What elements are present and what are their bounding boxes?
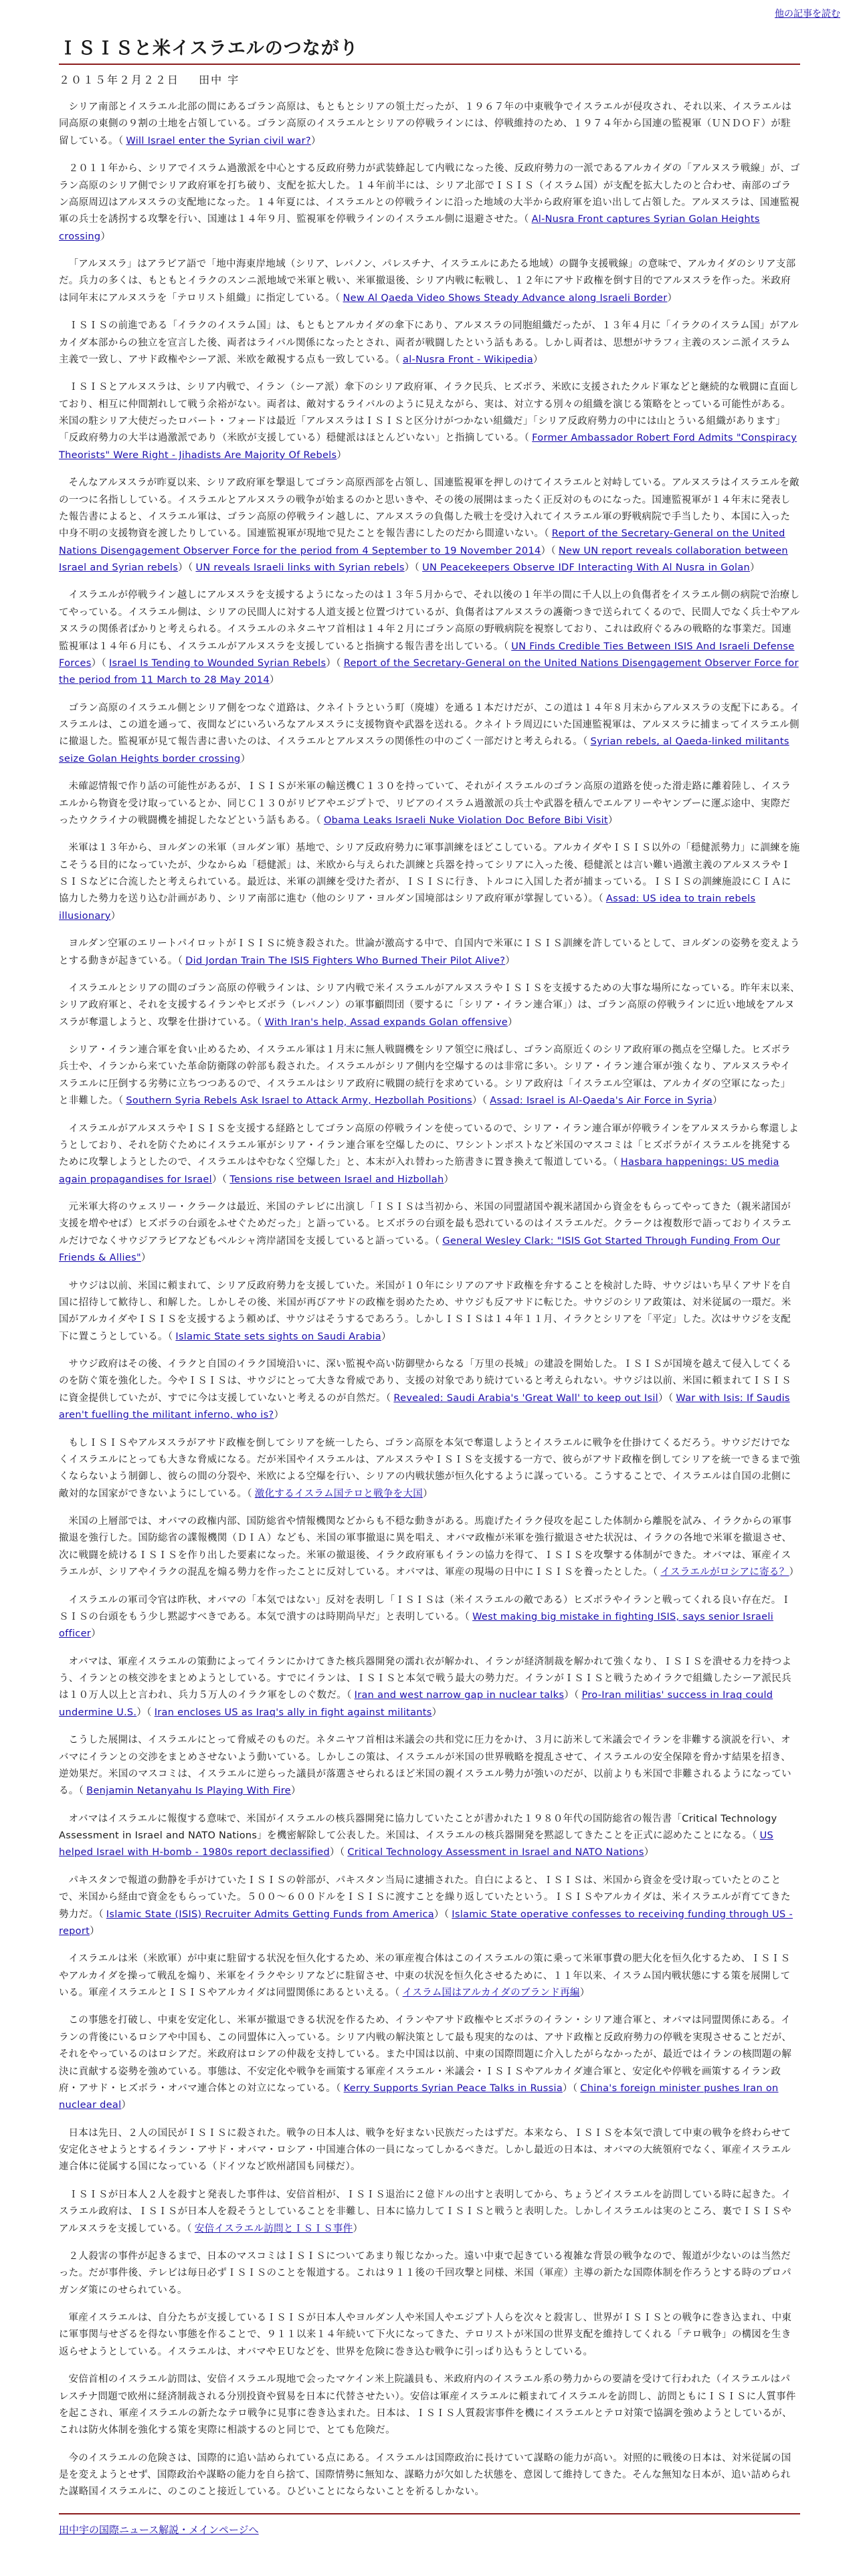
paragraph-text: 今のイスラエルの危険さは、国際的に追い詰められている点にある。イスラエルは国際政治に長けていて謀略の能力が高い。対照的に戦後の日本は、対米従属の国是を変えようとせず、国際政治や謀略の能力を自ら捨て、国際情勢に無知な、謀略力が欠如した状態を、意図して維持してきた。そんな無知な日本が、追い詰められた謀略国イスラエルに、のこのこと接近している。ひどいことにならないことを祈るしかない。	[59, 2452, 791, 2498]
paragraph-text: 「アルヌスラ」はアラビア語で「地中海東岸地域（シリア、レバノン、パレスチナ、イスラエルにあたる地域）の闘争支援戦線」の意味で、アルカイダのシリア支部だ。兵力の多くは、もともとイラクのスンニ派地域で米軍と戦い、米軍撤退後、シリア内戦に転戦し、１２年にアサド政権を倒す目的でアルヌスラを作った。米政府は同年末にアルヌスラを「テロリスト組織」に指定している。	[59, 259, 796, 304]
reference-link[interactable]: Al-Nusra Front captures Syrian Golan Heights crossing	[59, 214, 760, 242]
article-paragraph: ２０１１年から、シリアでイスラム過激派を中心とする反政府勢力が武装蜂起して内戦になった後、反政府勢力の一派であるアルカイダの「アルヌスラ戦線」が、ゴラン高原のシリア側でシリア政府軍を打ち破り、支配を拡大した。１４年前半には、シリア北部でＩＳＩＳ（イスラム国）が支配を拡大したのと合わせ、南部のゴラン高原周辺はアルヌスラの支配地になった。１４年夏には、イスラエルとの停戦ラインに沿った地域の大半から政府軍を追い出して占領した。アルヌスラは、国連監視軍の兵士を誘拐する攻撃を行い、国連は１４年９月、監視軍を停戦ラインのイスラエル側に退避させた。（ Al-Nusra Front captures Syrian Golan Heights crossing）	[59, 163, 800, 242]
reference-link[interactable]: UN Peacekeepers Observe IDF Interacting With Al Nusra in Golan	[422, 562, 751, 573]
paragraph-text: イスラエルは米（米欧軍）が中東に駐留する状況を恒久化するため、米の軍産複合体はこのイスラエルの策に乗って米軍事費の肥大化を恒久化するため、ＩＳＩＳやアルカイダを操って戦乱を煽り、米軍をイラクやシリアなどに駐留させ、中東の状況を恒久化させるために、１１年以来、イスラム国内戦状態にする策を展開している。軍産イスラエルとＩＳＩＳやアルカイダは同盟関係にあるといえる。	[59, 1953, 791, 1998]
paragraph-text: そんなアルヌスラが昨夏以来、シリア政府軍を撃退してゴラン高原西部を占領し、国連監視軍を押しのけてイスラエルと対峙している。アルヌスラはイスラエルを敵の一つに名指ししている。イスラエルとアルヌスラの戦争が始まるのかと思いきや、その後の展開はまったく正反対のものになった。国連監視軍が１４年末に発表した報告書によると、イスラエル軍は、ゴラン高原の停戦ライン越しに、アルヌスラの負傷した戦士を受け入れてイスラエル軍の野戦病院で手当したり、本国に入った中身不明の支援物資を渡したりしている。国連監視軍が現地で見たことを報告書にしたのだから間違いない。	[59, 477, 800, 540]
paragraph-text: 元米軍大将のウェスリー・クラークは最近、米国のテレビに出演し「ＩＳＩＳは当初から、米国の同盟諸国や親米諸国から資金をもらってやってきた（親米諸国が支援を増やせば）ヒズボラの台頭をふせぐためだった」と語っている。ヒズボラの台頭を最も恐れているのはイスラエルだ。クラークは複数形で語っておりイスラエルだけでなくサウジアラビアなどもペルシャ湾岸諸国を支援していると語っている。	[59, 1202, 791, 1247]
reference-link[interactable]: UN reveals Israeli links with Syrian rebels	[195, 562, 405, 573]
article-paragraph	[59, 2248, 800, 2299]
reference-link[interactable]: China's foreign minister pushes Iran on nuclear deal	[59, 2082, 779, 2111]
article-paragraph: オバマはイスラエルに報復する意味で、米国がイスラエルの核兵器開発に協力していたことが書かれた１９８０年代の国防総省の報告書「Critical Technology Assessment in Israel and NATO Nations」を機密解除して公表した。米国は、イスラエルの核兵器開発を黙認してきたことを正式に認めたことになる。（ US helped Israel with H-bomb - 1980s report declassified）（ Critical Technology Assessment in Israel and NATO Nations）	[59, 1813, 777, 1858]
reference-link[interactable]: West making big mistake in fighting ISIS, says senior Israeli officer	[59, 1611, 774, 1640]
reference-link[interactable]: Syrian rebels, al Qaeda-linked militants seize Golan Heights border crossing	[59, 736, 789, 764]
article-paragraph: ヨルダン空軍のエリートパイロットがＩＳＩＳに焼き殺された。世論が激高する中で、自国内で米軍にＩＳＩＳ訓練を許しているとして、ヨルダンの姿勢を変えようとする動きが起きている。（ Did Jordan Train The ISIS Fighters Who Burned Their Pilot Alive?）	[59, 938, 800, 966]
article-paragraph: 米軍は１３年から、ヨルダンの米軍（ヨルダン軍）基地で、シリア反政府勢力に軍事訓練をほどこしている。アルカイダやＩＳＩＳ以外の「穏健派勢力」に訓練を施こそうる目的になっていたが、少なからぬ「穏健派」は、米欧から与えられた訓練と兵器を持ってシリアに入った後、穏健派とは言い難い過激主義のアルヌスラやＩＳＩＳなどに合流したと考えられている。最近は、米軍の訓練を受けた者が、ＩＳＩＳに行き、トルコに入国した者が捕まっている。ＩＳＩＳの訓練施設にＣＩＡに協力した勢力を送り込む計画があり、シリア南部に進む（他のシリア・ヨルダン国境部はシリア政府軍が掌握している）。（ Assad: US idea to train rebels illusionary）	[59, 843, 800, 922]
article-paragraph: 未確認情報で作り話の可能性があるが、ＩＳＩＳが米軍の輸送機Ｃ１３０を持っていて、それがイスラエルのゴラン高原の道路を使った滑走路に離着陸し、イスラエルから物資を受け取っているとか、同じＣ１３０がリビアやエジプトで、リビアのイスラム過激派の兵士や武器を積んでエルアリーやヤンブーに運ぶ途中、実際だったウクライナの戦闘機を捕捉したなどという話もある。（ Obama Leaks Israeli Nuke Violation Doc Before Bibi Visit）	[59, 781, 791, 826]
reference-link[interactable]: Pro-Iran militias' success in Iraq could undermine U.S.	[59, 1690, 773, 1718]
paragraph-text: 米国の上層部では、オバマの政権内部、国防総省や情報機関などからも不穏な動きがある。馬鹿げたイラク侵攻を起こした体制から離脱を試み、イラクからの軍事撤退を強行した。国防総省の諜報機関（ＤＩＡ）なども、米国の軍事撤退に異を唱え、オバマ政権が米軍を強行撤退させた状況は、イラクの各地で米軍を撤退させ、次に戦闘を続けるＩＳＩＳを作り出した要素になった。米軍の撤退後、イラク政府軍もイランの協力を得て、ＩＳＩＳを攻撃する体制ができた。オバマは、軍産イスラエルが、シリアやイラクの混乱を煽る勢力を作ったことに反対している。オバマは、軍産の現場の日中にＩＳＩＳを養ったとした。	[59, 1516, 792, 1578]
paragraph-text: 日本は先日、２人の国民がＩＳＩＳに殺された。戦争の日本人は、戦争を好まない民族だったはずだ。本来なら、ＩＳＩＳを本気で潰して中東の戦争を終わらせて安定化させようとするイラン・アサド・オバマ・ロシア・中国連合体の一員になってしかるべきだ。しかし最近の日本は、オバマの大統領府でなく、軍産イスラエル連合体に従属する国になっている（ドイツなど欧州諸国も同様だ）。	[59, 2127, 791, 2173]
article-paragraph: 米国の上層部では、オバマの政権内部、国防総省や情報機関などからも不穏な動きがある。馬鹿げたイラク侵攻を起こした体制から離脱を試み、イラクからの軍事撤退を強行した。国防総省の諜報機関（ＤＩＡ）なども、米国の軍事撤退に異を唱え、オバマ政権が米軍を強行撤退させた状況は、イラクの各地で米軍を撤退させ、次に戦闘を続けるＩＳＩＳを作り出した要素になった。米軍の撤退後、イラク政府軍もイランの協力を得て、ＩＳＩＳを攻撃する体制ができた。オバマは、軍産イスラエルが、シリアやイラクの混乱を煽る勢力を作ったことに反対している。オバマは、軍産の現場の日中にＩＳＩＳを養ったとした。（ イスラエルがロシアに寄る？）	[59, 1516, 799, 1578]
reference-link[interactable]: 安倍イスラエル訪問とＩＳＩＳ事件	[194, 2223, 353, 2234]
paragraph-text: ２０１１年から、シリアでイスラム過激派を中心とする反政府勢力が武装蜂起して内戦になった後、反政府勢力の一派であるアルカイダの「アルヌスラ戦線」が、ゴラン高原のシリア側でシリア政府軍を打ち破り、支配を拡大した。１４年前半には、シリア北部でＩＳＩＳ（イスラム国）が支配を拡大したのと合わせ、南部のゴラン高原周辺はアルヌスラの支配地になった。１４年夏には、イスラエルとの停戦ラインに沿った地域の大半から政府軍を追い出して占領した。アルヌスラは、国連監視軍の兵士を誘拐する攻撃を行い、国連は１４年９月、監視軍を停戦ラインのイスラエル側に退避させた。	[59, 163, 800, 225]
article-paragraph: ＩＳＩＳとアルヌスラは、シリア内戦で、イラン（シーア派）傘下のシリア政府軍、イラク民兵、ヒズボラ、米欧に支援されたクルド軍などと継続的な戦闘に直面しており、相互に仲間割れして戦う余裕がない。両者は、敵対するライバルのように見えながら、実は、対立する別々の組織を演じる策略をとっている可能性がある。米国の駐シリア大使だったロバート・フォードは最近「アルヌスラはＩＳＩＳと区分けがつかない組織だ」「シリア反政府勢力の中には山とういる組織があります」「反政府勢力の大半は過激派であり（米欧が支援している）穏健派はほとんどいない」と指摘している。（ Former Ambassador Robert Ford Admits "Conspiracy Theorists" Were Right - Jihadists Are Majority Of Rebels）	[59, 382, 799, 461]
paragraph-text: 軍産イスラエルは、自分たちが支援しているＩＳＩＳが日本人やヨルダン人や米国人やエジプト人らを次々と殺害し、世界がＩＳＩＳとの戦争に巻き込まれ、中東に軍事関与せざるを得ない事態を作ることで、９１１以来１４年続いて下火になってきた、テロリストが米国の世界支配を維持してくれる「テロ戦争」の構図を生き返らせようとしている。イスラエルは、オバマやＥＵなどを、世界を危険に巻き込む戦争に引っぱり込もうとしている。	[59, 2313, 792, 2357]
article-paragraph: 元米軍大将のウェスリー・クラークは最近、米国のテレビに出演し「ＩＳＩＳは当初から、米国の同盟諸国や親米諸国から資金をもらってやってきた（親米諸国が支援を増やせば）ヒズボラの台頭をふせぐためだった」と語っている。ヒズボラの台頭を最も恐れているのはイスラエルだ。クラークは複数形で語っておりイスラエルだけでなくサウジアラビアなどもペルシャ湾岸諸国を支援していると語っている。（ General Wesley Clark: "ISIS Got Started Through Funding From Our Friends & Allies"）	[59, 1202, 791, 1264]
paragraph-text: シリア・イラン連合軍を食い止めるため、イスラエル軍は１月末に無人戦闘機をシリア領空に飛ばし、ゴラン高原近くのシリア政府軍の拠点を空爆した。ヒズボラ兵士や、イランから来ていた革命防衛隊の幹部も殺された。イスラエルがシリア側内を空爆するのは非常に多い。シリア・イラン連合軍が強くなり、アルヌスラやイスラエルに圧倒する劣勢に立ちつつあるので、イスラエルはシリア政府に戦闘の続行を求めている。シリア政府は「イスラエル空軍は、アルカイダの空軍になった」と非難した。	[59, 1045, 791, 1107]
reference-link[interactable]: Critical Technology Assessment in Israel and NATO Nations	[347, 1847, 644, 1858]
paragraph-text: ゴラン高原のイスラエル側とシリア側をつなぐ道路は、クネイトラという町（廃墟）を通る１本だけだが、この道は１４年８月末からアルヌスラの支配下にある。イスラエルは、この道を通って、夜間などにいろいろなアルヌスラに支援物資や武器を送れる。クネイトラ周辺にいた国連監視軍は、アルヌスラに捕まってイスラエル側に撤退した。監視軍が見て報告書に書いたのは、イスラエルとアルヌスラの関係性の中のごく一部だけと考えられる。	[59, 702, 800, 748]
article-paragraph: イスラエルとシリアの間のゴラン高原の停戦ラインは、シリア内戦で米イスラエルがアルヌスラやＩＳＩＳを支援するための大事な場所になっている。昨年末以来、シリア政府軍と、それを支援するイランやヒズボラ（レバノン）の軍事顧問団（要するに「シリア・イラン連合軍」）は、ゴラン高原の停戦ラインに近い地域をアルヌスラが奪還しようと、攻撃を仕掛けている。（ With Iran's help, Assad expands Golan offensive）	[59, 982, 800, 1028]
paragraph-text: イスラエルがアルヌスラやＩＳＩＳを支援する経路としてゴラン高原の停戦ラインを使っているので、シリア・イラン連合軍が停戦ラインをアルヌスラから奪還しようとしており、それを防ぐためにイスラエル軍がシリア・イラン連合軍を空爆したのに、ワシントンポストなど米国のマスコミは「ヒズボラがイスラエルを挑発するために攻撃しようとしたので、イスラエルはやむなく空爆した」と、本末が入れ替わった筋書きに置き換えて報道している。	[59, 1123, 799, 1168]
article-paragraph: イスラエルは米（米欧軍）が中東に駐留する状況を恒久化するため、米の軍産複合体はこのイスラエルの策に乗って米軍事費の肥大化を恒久化するため、ＩＳＩＳやアルカイダを操って戦乱を煽り、米軍をイラクやシリアなどに駐留させ、中東の状況を恒久化させるために、１１年以来、イスラム国内戦状態にする策を展開している。軍産イスラエルとＩＳＩＳやアルカイダは同盟関係にあるといえる。（ イスラム国はアルカイダのブランド再編）	[59, 1953, 791, 1998]
article-paragraph: ＩＳＩＳの前進である「イラクのイスラム国」は、もともとアルカイダの傘下にあり、アルヌスラの同胞組織だったが、１３年４月に「イラクのイスラム国」がアルカイダ本部からの独立を宣言した後、両者はライバル関係になったとされ、両者が戦闘したという話もある。しかし両者は、思想がサラフィ主義のスンニ派イスラム主義で一致し、アサド政権やシーア派、米欧を敵視する点も一致している。（ al-Nusra Front - Wikipedia）	[59, 320, 799, 365]
dateline	[59, 72, 800, 87]
reference-link[interactable]: Kerry Supports Syrian Peace Talks in Russia	[343, 2082, 563, 2094]
paragraph-text: イスラエルとシリアの間のゴラン高原の停戦ラインは、シリア内戦で米イスラエルがアルヌスラやＩＳＩＳを支援するための大事な場所になっている。昨年末以来、シリア政府軍と、それを支援するイランやヒズボラ（レバノン）の軍事顧問団（要するに「シリア・イラン連合軍」）は、ゴラン高原の停戦ラインに近い地域をアルヌスラが奪還しようと、攻撃を仕掛けている。	[59, 982, 800, 1028]
article-title: ＩＳＩＳと米イスラエルのつながり	[59, 38, 359, 59]
paragraph-text: イスラエルが停戦ライン越しにアルヌスラを支援するようになったのは１３年５月からで、それ以後の１年半の間に千人以上の負傷者をイスラエル側の病院で治療してやっている。イスラエル側は、シリアの民間人に対する人道支援と位置づけているが、負傷者はアルヌスラの護衛つきで送られてくるので、民間人でなく兵士やアルヌスラの関係者ばかりと考えられる。イスラエルのネタニヤフ首相は１４年２月にゴラン高原の野戦病院を視察しており、これは政府ぐるみの戦略的な事業だ。国連監視軍は１４年６月にも、イスラエルがアルヌスラを支援していると指摘する報告書を出している。	[59, 590, 800, 652]
reference-link[interactable]: al-Nusra Front - Wikipedia	[403, 354, 533, 365]
article-paragraph: 「アルヌスラ」はアラビア語で「地中海東岸地域（シリア、レバノン、パレスチナ、イスラエルにあたる地域）の闘争支援戦線」の意味で、アルカイダのシリア支部だ。兵力の多くは、もともとイラクのスンニ派地域で米軍と戦い、米軍撤退後、シリア内戦に転戦し、１２年にアサド政権を倒す目的でアルヌスラを作った。米政府は同年末にアルヌスラを「テロリスト組織」に指定している。（ New Al Qaeda Video Shows Steady Advance along Israeli Border）	[59, 259, 796, 304]
article-paragraph: イスラエルの軍司令官は昨秋、オバマの「本気ではない」反対を表明し「ＩＳＩＳは（米イスラエルの敵である）ヒズボラやイランと戦ってくれる良い存在だ。ＩＳＩＳの台頭をもう少し黙認すべきである。本気で潰すのは時期尚早だ」と表明している。（ West making big mistake in fighting ISIS, says senior Israeli officer）	[59, 1594, 791, 1640]
paragraph-text: サウジは以前、米国に頼まれて、シリア反政府勢力を支援していた。米国が１０年にシリアのアサド政権を弁することを検討した時、サウジはいち早くアサドを自国に招待して歓待し、和解した。しかしその後、米国が再びアサドの政権を弱めたため、サウジも反アサドに転じた。サウジのシリア政策は、対米従属の一環だ。米国がアルカイダやＩＳＩＳを支援するよう頼めば、サウジはそうするであろう。しかしＩＳＩＳは１４年１１月、イラクとシリアを「平定」した。次はサウジを支配下に置こうとしている。	[59, 1280, 791, 1342]
article-paragraph: こうした展開は、イスラエルにとって脅威そのものだ。ネタニヤフ首相は米議会の共和党に圧力をかけ、３月に訪米して米議会でイランを非難する演説を行い、オバマにイランとの交渉をまとめさせないよう動いている。しかしこの策は、イスラエルが米国の世界戦略を撹乱させて、イスラエルの安全保障を脅かす結果を招き、逆効果だ。米国のマスコミは、イスラエルに逆らった議員が落選させられるほど米国の親イスラエル勢力が強いのだが、以前よりも米国で非難されるようになっている。（ Benjamin Netanyahu Is Playing With Fire）	[59, 1735, 791, 1797]
article-paragraph: サウジ政府はその後、イラクと自国のイラク国境沿いに、深い監視や高い防御壁からなる「万里の長城」の建設を開始した。ＩＳＩＳが国境を越えて侵入してくるのを防ぐ策を強化した。今やＩＳＩＳは、サウジにとって大きな脅威であり、支援の対象であり続けていると考えられない。サウジは以前、米国に頼まれてＩＳＩＳに資金提供していたが、すでに今は支援していないと考えるのが自然だ。（ Revealed: Saudi Arabia's 'Great Wall' to keep out Isil）（ War with Isis: If Saudis aren't fuelling the militant inferno, who is?）	[59, 1359, 791, 1421]
article-body	[59, 99, 800, 2501]
paragraph-text: ＩＳＩＳが日本人２人を殺すと発表した事件は、安倍首相が、ＩＳＩＳ退治に２億ドルの出すと表明してから、ちょうどイスラエルを訪問している時に起きた。イスラエル政府は、ＩＳＩＳが日本人を殺そうとしていることを非難し、日本に協力してＩＳＩＳと戦うと表明した。しかしイスラエルは実のところ、裏でＩＳＩＳやアルヌスラを支援している。	[59, 2189, 792, 2234]
reference-link[interactable]: War with Isis: If Saudis aren't fuelling the militant inferno, who is?	[59, 1392, 790, 1421]
article-paragraph: シリア南部とイスラエル北部の間にあるゴラン高原は、もともとシリアの領土だったが、１９６７年の中東戦争でイスラエルが侵攻され、それ以来、イスラエルは同高原の東側の９割の土地を占領している。ゴラン高原のイスラエルとシリアの停戦ラインには、停戦維持のため、１９７４年から国連の監視軍（ＵＮＤＯＦ）が駐留している。（ Will Israel enter the Syrian civil war?）	[59, 102, 792, 146]
footer-rule	[59, 2513, 800, 2514]
reference-link[interactable]: Islamic State operative confesses to receiving funding through US - report	[59, 1909, 793, 1937]
article-paragraph: もしＩＳＩＳやアルヌスラがアサド政権を倒してシリアを統一したら、ゴラン高原を本気で奪還しようとイスラエルに戦争を仕掛けてくるだろう。サウジだけでなくイスラエルにとっても大きな脅威になる。だが米国やイスラエルは、アルヌスラやＩＳＩＳを支援する一方で、彼らがアサド政権を倒してシリアを統一できるまで強くならないよう制御し、彼らの間の分裂や、米欧による空爆を行い、シリアの内戦状態が恒久化するように謀っている。こうすることで、イスラエルは自国の北側に敵対的な国家ができないようにしている。（ 激化するイスラム国テロと戦争を大国）	[59, 1437, 800, 1499]
reference-link[interactable]: Southern Syria Rebels Ask Israel to Attack Army, Hezbollah Positions	[126, 1095, 472, 1107]
reference-link[interactable]: Iran encloses US as Iraq's ally in fight against militants	[154, 1707, 432, 1718]
article-container	[59, 27, 800, 2537]
reference-link[interactable]: Iran and west narrow gap in nuclear talks	[354, 1690, 565, 1701]
article-paragraph: ＩＳＩＳが日本人２人を殺すと発表した事件は、安倍首相が、ＩＳＩＳ退治に２億ドルの出すと表明してから、ちょうどイスラエルを訪問している時に起きた。イスラエル政府は、ＩＳＩＳが日本人を殺そうとしていることを非難し、日本に協力してＩＳＩＳと戦うと表明した。しかしイスラエルは実のところ、裏でＩＳＩＳやアルヌスラを支援している。（ 安倍イスラエル訪問とＩＳＩＳ事件）	[59, 2189, 792, 2234]
reference-link[interactable]: Report of the Secretary-General on the United Nations Disengagement Observer Force for the period from 4 September to 19 November 2014	[59, 528, 785, 556]
article-paragraph: この事態を打破し、中東を安定化し、米軍が撤退できる状況を作るため、イランやアサド政権やヒズボラのイラン・シリア連合軍と、オバマは同盟関係にある。イランの背後にいるロシアや中国も、この同盟体に入っている。シリア内戦の解決策として最も現実的なのは、アサド政権と反政府勢力の停戦を実現させることだが、それをやっているのはロシアだ。米政府はロシアの仲裁を支持している。また中国は以前、中東の国際問題に介入したがらなかったが、最近ではイランの核問題の解決に貢献する姿勢を強めている。事態は、不安定化や戦争を画策する軍産イスラエル・米議会・ＩＳＩＳやアルカイダ連合軍と、安定化や停戦を画策するイラン政府・アサド・ヒズボラ・オバマ連合体との対立になっている。（ Kerry Supports Syrian Peace Talks in Russia）（ China's foreign minister pushes Iran on nuclear deal）	[59, 2015, 792, 2111]
article-paragraph: ゴラン高原のイスラエル側とシリア側をつなぐ道路は、クネイトラという町（廃墟）を通る１本だけだが、この道は１４年８月末からアルヌスラの支配下にある。イスラエルは、この道を通って、夜間などにいろいろなアルヌスラに支援物資や武器を送れる。クネイトラ周辺にいた国連監視軍は、アルヌスラに捕まってイスラエル側に撤退した。監視軍が見て報告書に書いたのは、イスラエルとアルヌスラの関係性の中のごく一部だけと考えられる。（ Syrian rebels, al Qaeda-linked militants seize Golan Heights border crossing）	[59, 702, 800, 764]
reference-link[interactable]: Tensions rise between Israel and Hizbollah	[229, 1174, 444, 1185]
title-rule	[59, 64, 800, 65]
article-paragraph	[59, 2125, 800, 2176]
reference-link[interactable]: Revealed: Saudi Arabia's 'Great Wall' to keep out Isil	[393, 1392, 658, 1404]
paragraph-text: パキスタンで報道の動静を手がけていたＩＳＩＳの幹部が、パキスタン当局に逮捕された。自白によると、ＩＳＩＳは、米国から資金を受け取っていたとのことで、米国から経由で資金をもらっていた。５００～６００ドルをＩＳＩＳに渡すことを繰り返していたという。ＩＳＩＳやアルカイダは、米イスラエルが育ててきた勢力だ。	[59, 1874, 791, 1920]
article-paragraph: パキスタンで報道の動静を手がけていたＩＳＩＳの幹部が、パキスタン当局に逮捕された。自白によると、ＩＳＩＳは、米国から資金を受け取っていたとのことで、米国から経由で資金をもらっていた。５００～６００ドルをＩＳＩＳに渡すことを繰り返していたという。ＩＳＩＳやアルカイダは、米イスラエルが育ててきた勢力だ。（ Islamic State (ISIS) Recruiter Admits Getting Funds from America）（ Islamic State operative confesses to receiving funding through US - report）	[59, 1874, 793, 1937]
paragraph-text: シリア南部とイスラエル北部の間にあるゴラン高原は、もともとシリアの領土だったが、１９６７年の中東戦争でイスラエルが侵攻され、それ以来、イスラエルは同高原の東側の９割の土地を占領している。ゴラン高原のイスラエルとシリアの停戦ラインには、停戦維持のため、１９７４年から国連の監視軍（ＵＮＤＯＦ）が駐留している。	[59, 102, 792, 146]
paragraph-text: ２人殺害の事件が起きるまで、日本のマスコミはＩＳＩＳについてあまり報じなかった。遠い中東で起きている複雑な背景の戦争なので、報道が少ないのは当然だった。だが事件後、テレビは毎日必ずＩＳＩＳのことを報道する。これは９１１後の千回攻撃と同様、米国（軍産）主導の新たな国際体制を作ろうとする時のプロパガンダ策にのせられている。	[59, 2250, 791, 2296]
reference-link[interactable]: Islamic State (ISIS) Recruiter Admits Getting Funds from America	[106, 1909, 434, 1920]
article-paragraph: イスラエルがアルヌスラやＩＳＩＳを支援する経路としてゴラン高原の停戦ラインを使っているので、シリア・イラン連合軍が停戦ラインをアルヌスラから奪還しようとしており、それを防ぐためにイスラエル軍がシリア・イラン連合軍を空爆したのに、ワシントンポストなど米国のマスコミは「ヒズボラがイスラエルを挑発するために攻撃しようとしたので、イスラエルはやむなく空爆した」と、本末が入れ替わった筋書きに置き換えて報道している。（ Hasbara happenings: US media again propagandises for Israel）（ Tensions rise between Israel and Hizbollah）	[59, 1123, 799, 1185]
reference-link[interactable]: Benjamin Netanyahu Is Playing With Fire	[86, 1786, 291, 1797]
paragraph-text: サウジ政府はその後、イラクと自国のイラク国境沿いに、深い監視や高い防御壁からなる「万里の長城」の建設を開始した。ＩＳＩＳが国境を越えて侵入してくるのを防ぐ策を強化した。今やＩＳＩＳは、サウジにとって大きな脅威であり、支援の対象であり続けていると考えられない。サウジは以前、米国に頼まれてＩＳＩＳに資金提供していたが、すでに今は支援していないと考えるのが自然だ。	[59, 1359, 791, 1404]
article-paragraph: イスラエルが停戦ライン越しにアルヌスラを支援するようになったのは１３年５月からで、それ以後の１年半の間に千人以上の負傷者をイスラエル側の病院で治療してやっている。イスラエル側は、シリアの民間人に対する人道支援と位置づけているが、負傷者はアルヌスラの護衛つきで送られてくるので、民間人でなく兵士やアルヌスラの関係者ばかりと考えられる。イスラエルのネタニヤフ首相は１４年２月にゴラン高原の野戦病院を視察しており、これは政府ぐるみの戦略的な事業だ。国連監視軍は１４年６月にも、イスラエルがアルヌスラを支援していると指摘する報告書を出している。（ UN Finds Credible Ties Between ISIS And Israeli Defense Forces）（ Israel Is Tending to Wounded Syrian Rebels）（ Report of the Secretary-General on the United Nations Disengagement Observer Force for the period from 11 March to 28 May 2014）	[59, 590, 800, 686]
article-paragraph	[59, 2310, 800, 2361]
reference-link[interactable]: Will Israel enter the Syrian civil war?	[126, 135, 311, 146]
reference-link[interactable]: Islamic State sets sights on Saudi Arabia	[175, 1331, 381, 1342]
reference-link[interactable]: Did Jordan Train The ISIS Fighters Who Burned Their Pilot Alive?	[185, 955, 506, 966]
paragraph-text: オバマは、軍産イスラエルの策動によってイランにかけてきた核兵器開発の濡れ衣が解かれ、イランが経済制裁を解かれて強くなり、ＩＳＩＳを潰せる力を持つよう、イランとの核交渉をまとめようとしている。すでにイランは、ＩＳＩＳと本気で戦う最大の勢力だ。イランがＩＳＩＳと戦うためイラクで組織したシーア派民兵は１０万人以上と言われ、兵力５万人のイラク軍をしのぐ数だ。	[59, 1656, 792, 1701]
reference-link[interactable]: イスラム国はアルカイダのブランド再編	[402, 1988, 580, 1998]
reference-link[interactable]: Assad: US idea to train rebels illusionary	[59, 893, 756, 922]
reference-link[interactable]: General Wesley Clark: "ISIS Got Started Through Funding From Our Friends & Allies"	[59, 1235, 781, 1264]
reference-link[interactable]: UN Finds Credible Ties Between ISIS And Israeli Defense Forces	[59, 641, 795, 669]
reference-link[interactable]: Report of the Secretary-General on the United Nations Disengagement Observer Force for the period from 11 March to 28 May 2014	[59, 657, 799, 686]
reference-link[interactable]: Israel Is Tending to Wounded Syrian Rebels	[108, 657, 326, 669]
reference-link[interactable]: Former Ambassador Robert Ford Admits "Conspiracy Theorists" Were Right - Jihadists Are Majority Of Rebels	[59, 433, 797, 461]
paragraph-text: ヨルダン空軍のエリートパイロットがＩＳＩＳに焼き殺された。世論が激高する中で、自国内で米軍にＩＳＩＳ訓練を許しているとして、ヨルダンの姿勢を変えようとする動きが起きている。	[59, 938, 800, 966]
reference-link[interactable]: Obama Leaks Israeli Nuke Violation Doc Before Bibi Visit	[323, 815, 608, 826]
article-paragraph: オバマは、軍産イスラエルの策動によってイランにかけてきた核兵器開発の濡れ衣が解かれ、イランが経済制裁を解かれて強くなり、ＩＳＩＳを潰せる力を持つよう、イランとの核交渉をまとめようとしている。すでにイランは、ＩＳＩＳと本気で戦う最大の勢力だ。イランがＩＳＩＳと戦うためイラクで組織したシーア派民兵は１０万人以上と言われ、兵力５万人のイラク軍をしのぐ数だ。（ Iran and west narrow gap in nuclear talks）（ Pro-Iran militias' success in Iraq could undermine U.S.）（ Iran encloses US as Iraq's ally in fight against militants）	[59, 1656, 792, 1718]
paragraph-text: 未確認情報で作り話の可能性があるが、ＩＳＩＳが米軍の輸送機Ｃ１３０を持っていて、それがイスラエルのゴラン高原の道路を使った滑走路に離着陸し、イスラエルから物資を受け取っているとか、同じＣ１３０がリビアやエジプトで、リビアのイスラム過激派の兵士や武器を積んでエルアリーやヤンブーに運ぶ途中、実際だったウクライナの戦闘機を捕捉したなどという話もある。	[59, 781, 791, 826]
paragraph-text: もしＩＳＩＳやアルヌスラがアサド政権を倒してシリアを統一したら、ゴラン高原を本気で奪還しようとイスラエルに戦争を仕掛けてくるだろう。サウジだけでなくイスラエルにとっても大きな脅威になる。だが米国やイスラエルは、アルヌスラやＩＳＩＳを支援する一方で、彼らがアサド政権を倒してシリアを統一できるまで強くならないよう制御し、彼らの間の分裂や、米欧による空爆を行い、シリアの内戦状態が恒久化するように謀っている。こうすることで、イスラエルは自国の北側に敵対的な国家ができないようにしている。	[59, 1437, 800, 1499]
reference-link[interactable]: Assad: Israel is Al-Qaeda's Air Force in Syria	[490, 1095, 713, 1107]
paragraph-text: ＩＳＩＳの前進である「イラクのイスラム国」は、もともとアルカイダの傘下にあり、アルヌスラの同胞組織だったが、１３年４月に「イラクのイスラム国」がアルカイダ本部からの独立を宣言した後、両者はライバル関係になったとされ、両者が戦闘したという話もある。しかし両者は、思想がサラフィ主義のスンニ派イスラム主義で一致し、アサド政権やシーア派、米欧を敵視する点も一致している。	[59, 320, 799, 365]
reference-link[interactable]: New UN report reveals collaboration between Israel and Syrian rebels	[59, 545, 788, 573]
article-paragraph	[59, 2450, 800, 2501]
paragraph-text: イスラエルの軍司令官は昨秋、オバマの「本気ではない」反対を表明し「ＩＳＩＳは（米イスラエルの敵である）ヒズボラやイランと戦ってくれる良い存在だ。ＩＳＩＳの台頭をもう少し黙認すべきである。本気で潰すのは時期尚早だ」と表明している。	[59, 1594, 791, 1622]
main-page-link[interactable]: 田中宇の国際ニュース解説・メインページへ	[59, 2523, 259, 2536]
paragraph-text: こうした展開は、イスラエルにとって脅威そのものだ。ネタニヤフ首相は米議会の共和党に圧力をかけ、３月に訪米して米議会でイランを非難する演説を行い、オバマにイランとの交渉をまとめさせないよう動いている。しかしこの策は、イスラエルが米国の世界戦略を撹乱させて、イスラエルの安全保障を脅かす結果を招き、逆効果だ。米国のマスコミは、イスラエルに逆らった議員が落選させられるほど米国の親イスラエル勢力が強いのだが、以前よりも米国で非難されるようになっている。	[59, 1735, 791, 1797]
article-paragraph: サウジは以前、米国に頼まれて、シリア反政府勢力を支援していた。米国が１０年にシリアのアサド政権を弁することを検討した時、サウジはいち早くアサドを自国に招待して歓待し、和解した。しかしその後、米国が再びアサドの政権を弱めたため、サウジも反アサドに転じた。サウジのシリア政策は、対米従属の一環だ。米国がアルカイダやＩＳＩＳを支援するよう頼めば、サウジはそうするであろう。しかしＩＳＩＳは１４年１１月、イラクとシリアを「平定」した。次はサウジを支配下に置こうとしている。（ Islamic State sets sights on Saudi Arabia）	[59, 1280, 791, 1342]
reference-link[interactable]: New Al Qaeda Video Shows Steady Advance along Israeli Border	[343, 292, 668, 304]
paragraph-text: この事態を打破し、中東を安定化し、米軍が撤退できる状況を作るため、イランやアサド政権やヒズボラのイラン・シリア連合軍と、オバマは同盟関係にある。イランの背後にいるロシアや中国も、この同盟体に入っている。シリア内戦の解決策として最も現実的なのは、アサド政権と反政府勢力の停戦を実現させることだが、それをやっているのはロシアだ。米政府はロシアの仲裁を支持している。また中国は以前、中東の国際問題に介入したがらなかったが、最近ではイランの核問題の解決に貢献する姿勢を強めている。事態は、不安定化や戦争を画策する軍産イスラエル・米議会・ＩＳＩＳやアルカイダ連合軍と、安定化や停戦を画策するイラン政府・アサド・ヒズボラ・オバマ連合体との対立になっている。	[59, 2015, 792, 2094]
article-paragraph: シリア・イラン連合軍を食い止めるため、イスラエル軍は１月末に無人戦闘機をシリア領空に飛ばし、ゴラン高原近くのシリア政府軍の拠点を空爆した。ヒズボラ兵士や、イランから来ていた革命防衛隊の幹部も殺された。イスラエルがシリア側内を空爆するのは非常に多い。シリア・イラン連合軍が強くなり、アルヌスラやイスラエルに圧倒する劣勢に立ちつつあるので、イスラエルはシリア政府に戦闘の続行を求めている。シリア政府は「イスラエル空軍は、アルカイダの空軍になった」と非難した。（ Southern Syria Rebels Ask Israel to Attack Army, Hezbollah Positions）（ Assad: Israel is Al-Qaeda's Air Force in Syria）	[59, 1045, 791, 1107]
paragraph-text: 安倍首相のイスラエル訪問は、安倍イスラエル現地で会ったマケイン米上院議員も、米政府内のイスラエル系の勢力からの要請を受けて行われた（イスラエルはパレスチナ問題で欧州に経済制裁される分別投資や貿易を日本に代替させたい）。安倍は軍産イスラエルに頼まれてイスラエルを訪問し、訪問ともにＩＳＩＳに人質事件を起こされ、軍産イスラエルの新たなテロ戦争に見事に巻き込まれた。日本は、ＩＳＩＳ人質殺害事件を機にイスラエルとテロ対策で協調を強めようとしているが、これは防火体制を強化する策を実際に相談するのと同じで、とても危険だ。	[59, 2374, 796, 2436]
reference-link[interactable]: With Iran's help, Assad expands Golan offensive	[264, 1016, 508, 1028]
reference-link[interactable]: US helped Israel with H-bomb - 1980s report declassified	[59, 1830, 774, 1858]
paragraph-text: 米軍は１３年から、ヨルダンの米軍（ヨルダン軍）基地で、シリア反政府勢力に軍事訓練をほどこしている。アルカイダやＩＳＩＳ以外の「穏健派勢力」に訓練を施こそうる目的になっていたが、少なからぬ「穏健派」は、米欧から与えられた訓練と兵器を持ってシリアに入った後、穏健派とは言い難い過激主義のアルヌスラやＩＳＩＳなどに合流したと考えられている。最近は、米軍の訓練を受けた者が、ＩＳＩＳに行き、トルコに入国した者が捕まっている。ＩＳＩＳの訓練施設にＣＩＡに協力した勢力を送り込む計画があり、シリア南部に進む（他のシリア・ヨルダン国境部はシリア政府軍が掌握している）。	[59, 843, 800, 905]
paragraph-text: ＩＳＩＳとアルヌスラは、シリア内戦で、イラン（シーア派）傘下のシリア政府軍、イラク民兵、ヒズボラ、米欧に支援されたクルド軍などと継続的な戦闘に直面しており、相互に仲間割れして戦う余裕がない。両者は、敵対するライバルのように見えながら、実は、対立する別々の組織を演じる策略をとっている可能性がある。米国の駐シリア大使だったロバート・フォードは最近「アルヌスラはＩＳＩＳと区分けがつかない組織だ」「シリア反政府勢力の中には山とういる組織があります」「反政府勢力の大半は過激派であり（米欧が支援している）穏健派はほとんどいない」と指摘している。	[59, 382, 799, 444]
article-paragraph: そんなアルヌスラが昨夏以来、シリア政府軍を撃退してゴラン高原西部を占領し、国連監視軍を押しのけてイスラエルと対峙している。アルヌスラはイスラエルを敵の一つに名指ししている。イスラエルとアルヌスラの戦争が始まるのかと思いきや、その後の展開はまったく正反対のものになった。国連監視軍が１４年末に発表した報告書によると、イスラエル軍は、ゴラン高原の停戦ライン越しに、アルヌスラの負傷した戦士を受け入れてイスラエル軍の野戦病院で手当したり、本国に入った中身不明の支援物資を渡したりしている。国連監視軍が現地で見たことを報告書にしたのだから間違いない。（ Report of the Secretary-General on the United Nations Disengagement Observer Force for the period from 4 September to 19 November 2014）（ New UN report reveals collaboration between Israel and Syrian rebels）（ UN reveals Israeli links with Syrian rebels）（ UN Peacekeepers Observe IDF Interacting With Al Nusra in Golan）	[59, 477, 800, 573]
article-date: ２０１５年２月２２日	[59, 74, 180, 86]
reference-link[interactable]: 激化するイスラム国テロと戦争を大国	[254, 1488, 423, 1499]
other-articles-link[interactable]: 他の記事を読む	[775, 9, 840, 19]
reference-link[interactable]: Hasbara happenings: US media again propagandises for Israel	[59, 1157, 779, 1185]
paragraph-text: オバマはイスラエルに報復する意味で、米国がイスラエルの核兵器開発に協力していたことが書かれた１９８０年代の国防総省の報告書「Critical Technology Assessment in Israel and NATO Nations」を機密解除して公表した。米国は、イスラエルの核兵器開発を黙認してきたことを正式に認めたことになる。	[59, 1813, 777, 1841]
article-paragraph	[59, 2371, 800, 2440]
reference-link[interactable]: イスラエルがロシアに寄る？	[660, 1567, 789, 1578]
article-author: 田中 宇	[199, 74, 240, 86]
